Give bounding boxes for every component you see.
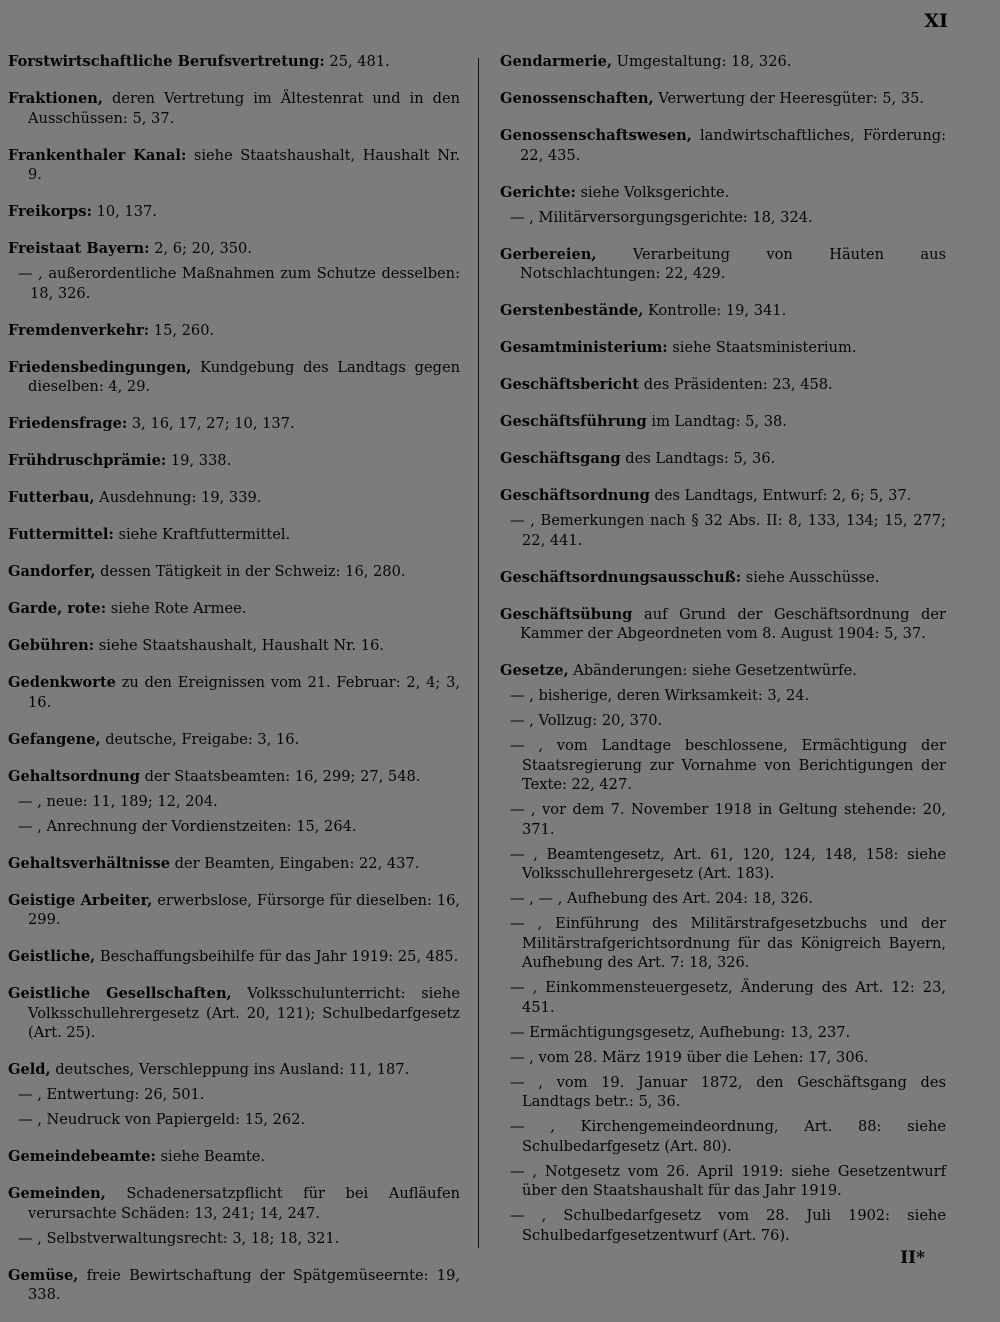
index-entry	[500, 978, 946, 1017]
index-entry	[8, 984, 460, 1043]
entry-text: , Entwertung: 26, 501.	[32, 1086, 205, 1103]
index-entry	[500, 800, 946, 839]
entry-text: der Staatsbeamten: 16, 299; 27, 548.	[139, 767, 421, 785]
index-entry	[8, 1266, 460, 1305]
index-entry	[8, 1085, 460, 1105]
entry-text: deutsches, Verschleppung ins Ausland: 11, 187.	[50, 1061, 410, 1078]
entry-heading: —	[510, 737, 525, 754]
entry-heading: Geistliche,	[8, 948, 96, 965]
entry-text: , Einkommensteuergesetz, Änderung des Art. 12: 23, 451.	[522, 979, 946, 1016]
index-entry	[8, 414, 460, 434]
index-entry	[500, 412, 946, 432]
entry-text: , Anrechnung der Vordienstzeiten: 15, 264.	[32, 817, 357, 835]
entry-heading: Gefangene,	[8, 730, 101, 748]
index-entry	[500, 183, 946, 203]
entry-text: siehe Volksgerichte.	[575, 183, 730, 201]
entry-text: im Landtag: 5, 38.	[646, 413, 787, 430]
index-entry	[500, 1117, 946, 1156]
index-entry	[8, 1147, 460, 1167]
index-entry	[8, 451, 460, 471]
entry-text: Schadenersatzpflicht für bei Aufläufen verursachte Schäden: 13, 241; 14, 247.	[28, 1185, 460, 1222]
index-entry	[8, 792, 460, 812]
index-entry	[8, 525, 460, 545]
entry-text: Volksschulunterricht: siehe Volksschullehrergesetz (Art. 20, 121); Schulbedarfgesetz (Art. 25).	[28, 985, 460, 1041]
entry-heading: Geschäftsführung	[500, 413, 647, 430]
entry-text: Kontrolle: 19, 341.	[643, 302, 787, 319]
entry-heading: Geschäftsbericht	[500, 376, 640, 393]
index-entry	[500, 605, 946, 644]
entry-heading: Futtermittel:	[8, 526, 114, 543]
entry-text: deutsche, Freigabe: 3, 16.	[100, 730, 300, 748]
index-entry	[8, 1060, 460, 1080]
index-entry	[500, 661, 946, 681]
entry-text: auf Grund der Geschäftsordnung der Kammer der Abgeordneten vom 8. August 1904: 5, 37.	[520, 605, 946, 642]
entry-text: deren Vertretung im Ältestenrat und in den Ausschüssen: 5, 37.	[28, 90, 460, 127]
entry-heading: —	[510, 512, 525, 529]
entry-heading: Freikorps:	[8, 203, 92, 220]
entry-text: , Einführung des Militärstrafgesetzbuchs und der Militärstrafgerichtsordnung für das Königreich Bayern, Aufhebung des Art. 7: 18, 326.	[522, 915, 946, 971]
entry-text: , Selbstverwaltungsrecht: 3, 18; 18, 321.	[32, 1229, 340, 1247]
entry-text: 25, 481.	[324, 53, 390, 70]
entry-heading: Frühdruschprämie:	[8, 452, 167, 469]
entry-text: freie Bewirtschaftung der Spätgemüseernte: 19, 338.	[28, 1266, 460, 1303]
index-entry	[500, 1162, 946, 1201]
entry-heading: —	[18, 1111, 33, 1128]
entry-heading: Gerichte:	[500, 183, 576, 201]
entry-heading: —	[510, 1048, 525, 1066]
entry-text: 15, 260.	[149, 321, 215, 339]
index-entry	[500, 1023, 946, 1043]
page-number: XI	[924, 10, 948, 32]
column-divider	[478, 58, 479, 1248]
entry-heading: Fraktionen,	[8, 90, 103, 107]
entry-text: landwirtschaftliches, Förderung: 22, 435.	[520, 127, 946, 164]
entry-text: , Schulbedarfgesetz vom 28. Juli 1902: siehe Schulbedarfgesetzentwurf (Art. 76).	[522, 1207, 946, 1244]
entry-heading: Gesamtministerium:	[500, 339, 668, 356]
entry-heading: Gemüse,	[8, 1266, 79, 1284]
entry-text: , vor dem 7. November 1918 in Geltung stehende: 20, 371.	[522, 801, 946, 838]
index-entry	[500, 511, 946, 550]
entry-text: , Kirchengemeindeordnung, Art. 88: siehe Schulbedarfgesetz (Art. 80).	[522, 1118, 946, 1155]
index-entry	[8, 767, 460, 787]
entry-heading: —	[510, 1073, 525, 1091]
entry-text: siehe Kraftfuttermittel.	[113, 526, 291, 543]
index-entry	[8, 488, 460, 508]
entry-heading: Gehaltsordnung	[8, 767, 140, 785]
entry-heading: Forstwirtschaftliche Berufsvertretung:	[8, 53, 325, 70]
index-entry	[500, 1206, 946, 1245]
entry-heading: Geistige Arbeiter,	[8, 891, 153, 909]
entry-heading: Gesetze,	[500, 662, 569, 679]
left-column	[8, 52, 460, 1322]
entry-text: Ausdehnung: 19, 339.	[94, 489, 262, 506]
index-entry	[500, 711, 946, 731]
index-entry	[500, 208, 946, 228]
entry-heading: —	[510, 845, 525, 863]
entry-text: , Bemerkungen nach § 32 Abs. II: 8, 133, 134; 15, 277; 22, 441.	[522, 512, 946, 549]
entry-text: , neue: 11, 189; 12, 204.	[32, 792, 218, 810]
entry-heading: —	[510, 979, 525, 996]
entry-heading: Futterbau,	[8, 489, 95, 506]
entry-text: Umgestaltung: 18, 326.	[612, 53, 792, 70]
entry-heading: Gehaltsverhältnisse	[8, 854, 170, 872]
index-entry	[8, 1184, 460, 1223]
entry-text: des Präsidenten: 23, 458.	[639, 376, 833, 393]
entry-heading: Gerstenbestände,	[500, 302, 644, 319]
index-entry	[500, 126, 946, 165]
entry-text: , außerordentliche Maßnahmen zum Schutze desselben: 18, 326.	[30, 265, 460, 302]
entry-heading: Genossenschaftswesen,	[500, 127, 692, 144]
index-entry	[500, 568, 946, 588]
entry-text: Verarbeitung von Häuten aus Notschlachtungen: 22, 429.	[520, 245, 946, 282]
entry-heading: —	[510, 1162, 525, 1180]
entry-text: siehe Ausschüsse.	[741, 568, 880, 586]
entry-heading: Geschäftsordnungsausschuß:	[500, 568, 742, 586]
entry-heading: —	[510, 1023, 525, 1041]
entry-heading: Gemeinden,	[8, 1185, 106, 1202]
entry-heading: Fremdenverkehr:	[8, 321, 150, 339]
index-entry	[500, 449, 946, 469]
index-entry	[500, 845, 946, 884]
entry-heading: Frankenthaler Kanal:	[8, 146, 187, 164]
entry-text: der Beamten, Eingaben: 22, 437.	[170, 854, 420, 872]
entry-heading: Gendarmerie,	[500, 53, 613, 70]
index-entry	[8, 264, 460, 303]
index-entry	[500, 686, 946, 706]
entry-text: 10, 137.	[91, 203, 157, 220]
entry-heading: —	[18, 1086, 33, 1103]
entry-heading: —	[18, 1229, 33, 1247]
entry-heading: Gerbereien,	[500, 245, 597, 263]
entry-heading: —	[18, 792, 33, 810]
index-entry	[500, 338, 946, 358]
entry-heading: Genossenschaften,	[500, 90, 654, 107]
signature-mark: II*	[900, 1248, 925, 1268]
entry-text: dessen Tätigkeit in der Schweiz: 16, 280.	[95, 563, 406, 580]
index-entry	[8, 239, 460, 259]
index-entry	[500, 52, 946, 72]
entry-heading: —	[510, 915, 525, 932]
entry-text: , Vollzug: 20, 370.	[524, 712, 663, 729]
entry-text: siehe Beamte.	[155, 1148, 266, 1165]
index-entry	[8, 817, 460, 837]
entry-text: Beschaffungsbeihilfe für das Jahr 1919: 25, 485.	[95, 948, 459, 965]
entry-text: des Landtags: 5, 36.	[620, 450, 776, 467]
entry-text: , bisherige, deren Wirksamkeit: 3, 24.	[524, 687, 810, 704]
index-entry	[500, 914, 946, 973]
entry-text: Ermächtigungsgesetz, Aufhebung: 13, 237.	[524, 1023, 851, 1041]
entry-heading: Gedenkworte	[8, 674, 116, 691]
entry-heading: —	[510, 712, 525, 729]
right-column	[500, 52, 946, 1263]
entry-text: , vom 19. Januar 1872, den Geschäftsgang des Landtags betr.: 5, 36.	[522, 1073, 946, 1110]
index-entry	[500, 1073, 946, 1112]
index-entry	[8, 562, 460, 582]
entry-text: siehe Rote Armee.	[106, 600, 247, 617]
index-entry	[500, 301, 946, 321]
entry-text: Verwertung der Heeresgüter: 5, 35.	[653, 90, 925, 107]
entry-heading: —	[510, 1207, 525, 1224]
entry-heading: Geistliche Gesellschaften,	[8, 985, 232, 1002]
entry-heading: —	[510, 687, 525, 704]
index-entry	[8, 854, 460, 874]
entry-text: 3, 16, 17, 27; 10, 137.	[127, 415, 295, 432]
entry-heading: Friedensfrage:	[8, 415, 128, 432]
index-entry	[8, 52, 460, 72]
index-entry	[8, 202, 460, 222]
entry-heading: Geschäftsgang	[500, 450, 621, 467]
entry-text: , Militärversorgungsgerichte: 18, 324.	[524, 208, 813, 226]
entry-text: , Aufhebung des Art. 204: 18, 326.	[553, 890, 814, 907]
index-entry	[500, 245, 946, 284]
index-entry	[8, 358, 460, 397]
entry-text: 19, 338.	[166, 452, 232, 469]
entry-heading: Geld,	[8, 1061, 51, 1078]
entry-heading: Gandorfer,	[8, 563, 96, 580]
entry-heading: Friedensbedingungen,	[8, 358, 192, 376]
entry-text: erwerbslose, Fürsorge für dieselben: 16, 299.	[28, 891, 460, 928]
index-entry	[8, 146, 460, 185]
index-entry	[8, 321, 460, 341]
entry-heading: —	[18, 817, 33, 835]
entry-heading: Gemeindebeamte:	[8, 1148, 156, 1165]
index-entry	[8, 730, 460, 750]
entry-heading: — , —	[510, 890, 554, 907]
entry-heading: —	[510, 208, 525, 226]
entry-text: siehe Staatsministerium.	[667, 339, 857, 356]
entry-text: , vom 28. März 1919 über die Lehen: 17, 306.	[524, 1048, 869, 1066]
index-entry	[8, 636, 460, 656]
entry-text: Kundgebung des Landtags gegen dieselben: 4, 29.	[28, 358, 460, 395]
entry-text: des Landtags, Entwurf: 2, 6; 5, 37.	[649, 487, 912, 504]
entry-text: , Beamtengesetz, Art. 61, 120, 124, 148, 158: siehe Volksschullehrergesetz (Art. 183).	[522, 845, 946, 882]
index-entry	[8, 891, 460, 930]
entry-heading: Freistaat Bayern:	[8, 240, 150, 257]
entry-text: zu den Ereignissen vom 21. Februar: 2, 4; 3, 16.	[28, 674, 460, 711]
index-entry	[500, 736, 946, 795]
index-entry	[8, 599, 460, 619]
index-entry	[500, 889, 946, 909]
index-entry	[8, 89, 460, 128]
index-entry	[8, 1110, 460, 1130]
entry-text: siehe Staatshaushalt, Haushalt Nr. 16.	[94, 637, 384, 654]
entry-text: , vom Landtage beschlossene, Ermächtigung der Staatsregierung zur Vornahme von Berichtigungen der Texte: 22, 427.	[522, 737, 946, 793]
entry-heading: —	[510, 801, 525, 818]
entry-text: Abänderungen: siehe Gesetzentwürfe.	[568, 662, 857, 679]
index-entry	[500, 375, 946, 395]
entry-text: 2, 6; 20, 350.	[149, 240, 252, 257]
index-entry	[8, 673, 460, 712]
entry-heading: Geschäftsübung	[500, 605, 633, 623]
entry-heading: —	[18, 265, 33, 282]
entry-heading: Geschäftsordnung	[500, 487, 650, 504]
index-entry	[500, 1048, 946, 1068]
index-entry	[500, 486, 946, 506]
entry-heading: —	[510, 1118, 525, 1135]
entry-text: siehe Staatshaushalt, Haushalt Nr. 9.	[28, 146, 460, 183]
index-entry	[8, 947, 460, 967]
entry-text: , Notgesetz vom 26. April 1919: siehe Gesetzentwurf über den Staatshaushalt für das Jahr 1919.	[522, 1162, 946, 1199]
entry-heading: Gebühren:	[8, 637, 95, 654]
entry-heading: Garde, rote:	[8, 600, 107, 617]
index-entry	[8, 1229, 460, 1249]
index-entry	[500, 89, 946, 109]
entry-text: , Neudruck von Papiergeld: 15, 262.	[32, 1111, 306, 1128]
